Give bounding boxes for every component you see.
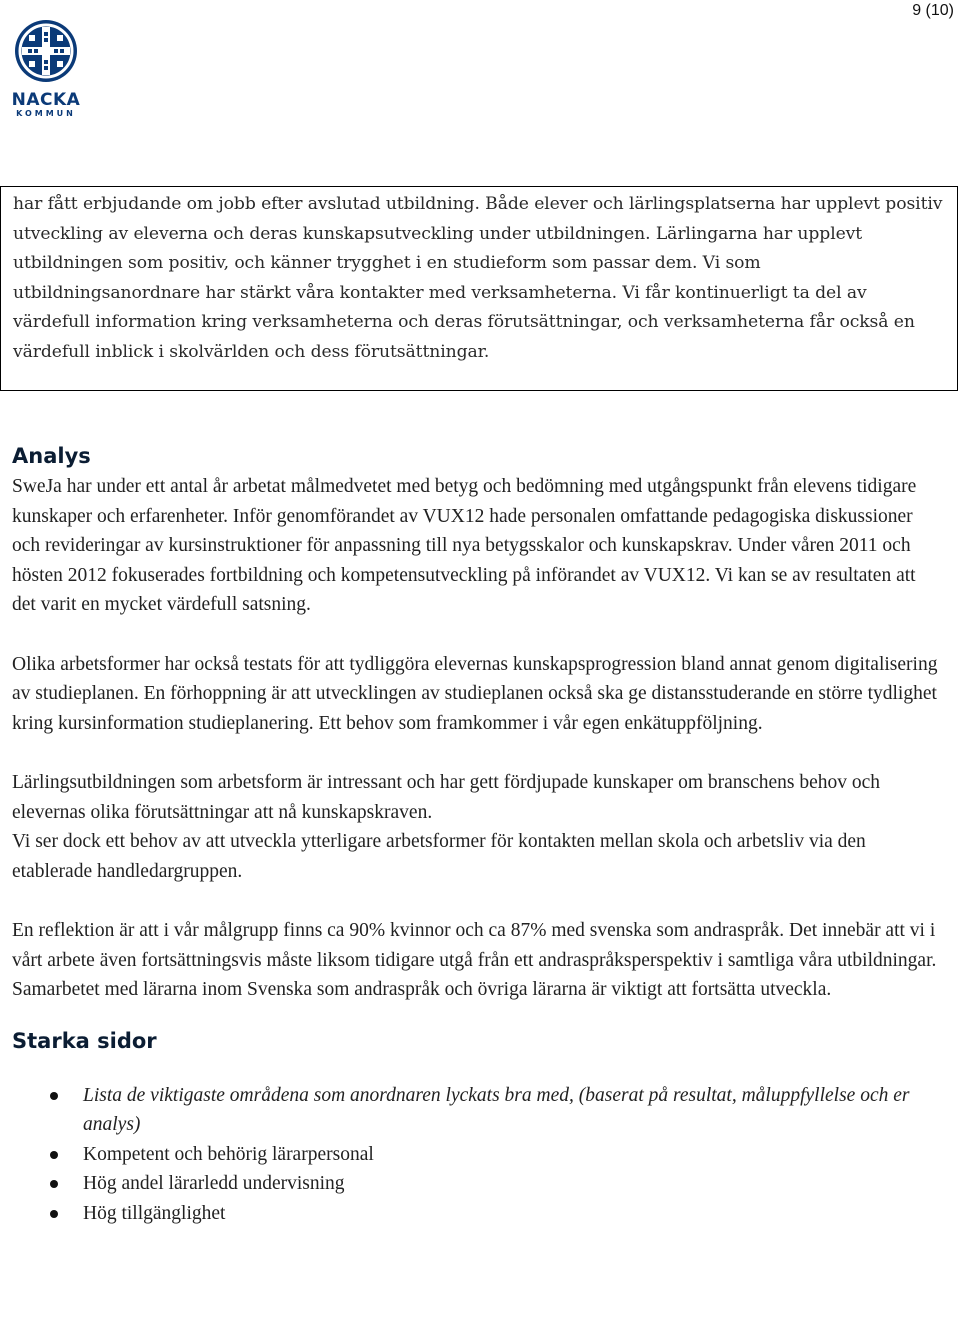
list-item-text: Kompetent och behörig lärarpersonal — [83, 1143, 374, 1165]
boxed-text-frame — [0, 186, 958, 391]
analys-paragraph-2: Olika arbetsformer har också testats för att tydliggöra elevernas kunskapsprogression bland annat genom digitalisering av studieplanen. En förhoppning är att utvecklingen av studieplanen också ska ge distansstuderande en större tydlighet kring kursinformation studieplanering. Ett behov som framkommer i vår egen enkätuppföljning. — [12, 653, 938, 734]
nacka-emblem-icon — [10, 18, 82, 88]
analys-paragraph-3: Lärlingsutbildningen som arbetsform är intressant och har gett fördjupade kunskaper om branschens behov och elevernas olika förutsättningar att nå kunskapskraven. — [12, 771, 881, 823]
page-number: 9 (10) — [912, 2, 954, 19]
boxed-paragraph: har fått erbjudande om jobb efter avslutad utbildning. Både elever och lärlingsplatserna har upplevt positiv utveckling av eleverna och deras kunskapsutveckling under utbildningen. Lärlingarna har upplevt utbildningen som positiv, och känner trygghet i en studieform som passar dem. Vi som utbildningsanordnare har stärkt våra kontakter med verksamheterna. Vi får kontinuerligt ta del av värdefull information kring verksamheterna och deras förutsättningar, och verksamheterna får också en värdefull inblick i skolvärlden och dess förutsättningar. — [13, 194, 943, 362]
list-item-text: Hög andel lärarledd undervisning — [83, 1173, 345, 1195]
bullet-icon — [50, 1092, 58, 1100]
analys-paragraph-1: SweJa har under ett antal år arbetat målmedvetet med betyg och bedömning med utgångspunkt från elevens tidigare kunskaper och erfarenheter. Inför genomförandet av VUX12 hade personalen omfattande pedagogiska diskussioner och revideringar av kursinstruktioner för anpassning till nya betygsskalor och kunskapskrav. Under våren 2011 och hösten 2012 fokuserades fortbildning och kompetensutveckling på införandet av VUX12. Vi kan se av resultaten att det varit en mycket värdefull satsning. — [12, 476, 917, 616]
list-item — [12, 1140, 942, 1170]
starka-sidor-list — [12, 1081, 942, 1229]
list-item-text: Lista de viktigaste områdena som anordnaren lyckats bra med, (baserat på resultat, måluppfyllelse och er analys) — [83, 1084, 910, 1136]
list-item — [12, 1199, 942, 1229]
logo-subname: KOMMUN — [16, 109, 76, 118]
analys-heading: Analys — [12, 444, 91, 468]
nacka-kommun-logo — [10, 18, 82, 120]
analys-paragraph-4: Vi ser dock ett behov av att utveckla ytterligare arbetsformer för kontakten mellan skola och arbetsliv via den etablerade handledargruppen. — [12, 831, 866, 882]
bullet-icon — [50, 1180, 58, 1188]
list-item-text: Hög tillgänglighet — [83, 1203, 226, 1225]
bullet-icon — [50, 1210, 58, 1218]
list-item — [12, 1081, 942, 1140]
bullet-icon — [50, 1151, 58, 1159]
list-item — [12, 1169, 942, 1199]
analys-paragraph-5: En reflektion är att i vår målgrupp finns ca 90% kvinnor och ca 87% med svenska som andraspråk. Det innebär att vi i vårt arbete även fortsättningsvis måste liksom tidigare utgå från ett andraspråksperspektiv i samtliga våra utbildningar. Samarbetet med lärarna inom Svenska som andraspråk och övriga lärarna är viktigt att fortsätta utveckla. — [12, 919, 937, 1001]
main-content — [12, 440, 942, 1229]
logo-name: NACKA — [11, 90, 81, 110]
starka-sidor-heading: Starka sidor — [12, 1028, 157, 1053]
